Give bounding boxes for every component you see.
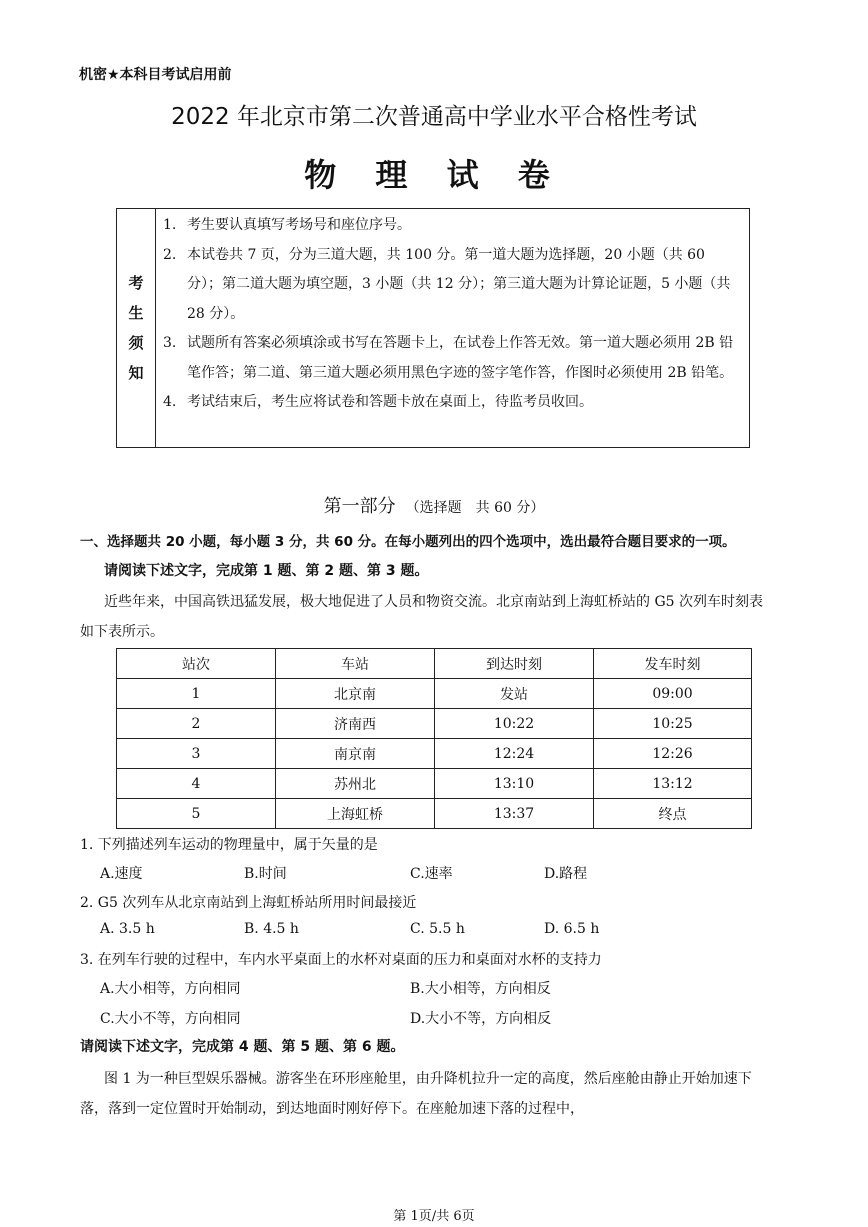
- table-cell: 4: [117, 769, 276, 799]
- question-3-stem: 3. 在列车行驶的过程中，车内水平桌面上的水杯对桌面的压力和桌面对水杯的支持力: [80, 952, 602, 968]
- table-cell: 3: [117, 739, 276, 769]
- confidential-label: 机密★本科目考试启用前: [79, 67, 232, 83]
- question-3-option-d: D.大小不等，方向相反: [410, 1011, 552, 1027]
- notice-item-text: 试题所有答案必须填涂或书写在答题卡上，在试卷上作答无效。第一道大题必须用 2B 铅笔作答；第二道、第三道大题必须用黑色字迹的签字笔作答，作图时必须使用 2B 铅笔。: [187, 335, 734, 381]
- page-footer: 第 1页/共 6页: [393, 1209, 475, 1224]
- notice-label-char: 考: [128, 274, 144, 292]
- question-1-option-d: D.路程: [544, 866, 588, 882]
- table-cell: 北京南: [276, 679, 435, 709]
- reading-instruction: 请阅读下述文字，完成第 1 题、第 2 题、第 3 题。: [104, 563, 429, 579]
- table-cell: 上海虹桥: [276, 799, 435, 829]
- question-1-option-c: C.速率: [410, 866, 453, 882]
- question-3-option-a: A.大小相等，方向相同: [100, 981, 241, 997]
- notice-items: [163, 211, 743, 418]
- notice-label-char: 须: [128, 334, 144, 352]
- question-1-option-a: A.速度: [100, 866, 143, 882]
- table-cell: 10:25: [594, 709, 752, 739]
- passage: 近些年来，中国高铁迅猛发展，极大地促进了人员和物资交流。北京南站到上海虹桥站的 G5 次列车时刻表如下表所示。: [80, 594, 763, 640]
- table-cell: 09:00: [594, 679, 752, 709]
- question-3-option-b: B.大小相等，方向相反: [410, 981, 551, 997]
- notice-item-number: 2.: [163, 246, 177, 263]
- part-heading: [0, 492, 868, 518]
- table-cell: 济南西: [276, 709, 435, 739]
- table-cell: 12:24: [435, 739, 594, 769]
- section-heading: 一、选择题共 20 小题，每小题 3 分，共 60 分。在每小题列出的四个选项中，选出最符合题目要求的一项。: [80, 534, 736, 550]
- exam-title: 2022 年北京市第二次普通高中学业水平合格性考试: [171, 104, 697, 130]
- candidate-notice-box: [116, 208, 750, 448]
- table-cell: 13:12: [594, 769, 752, 799]
- table-header: 车站: [276, 649, 435, 679]
- notice-item-text: 本试卷共 7 页，分为三道大题，共 100 分。第一道大题为选择题，20 小题（共 60 分）；第二道大题为填空题，3 小题（共 12 分）；第三道大题为计算论证题，5 小题（共 28 分）。: [187, 246, 731, 322]
- table-cell: 1: [117, 679, 276, 709]
- part-title: 第一部分: [323, 496, 396, 517]
- notice-item: [163, 211, 743, 241]
- table-cell: 终点: [594, 799, 752, 829]
- question-1-option-b: B.时间: [244, 866, 287, 882]
- table-cell: 苏州北: [276, 769, 435, 799]
- table-cell: 12:26: [594, 739, 752, 769]
- question-3-option-c: C.大小不等，方向相同: [100, 1011, 241, 1027]
- notice-label-char: 生: [128, 304, 144, 322]
- notice-label: [117, 209, 156, 447]
- notice-item-number: 3.: [163, 335, 177, 351]
- question-2-option-a: A. 3.5 h: [100, 921, 155, 937]
- table-row: [117, 709, 752, 739]
- table-cell: 南京南: [276, 739, 435, 769]
- table-cell: 5: [117, 799, 276, 829]
- notice-item-text: 考生要认真填写考场号和座位序号。: [187, 217, 411, 233]
- table-header-row: [117, 649, 752, 679]
- notice-item-number: 1.: [163, 217, 177, 233]
- exam-subject: 物 理 试 卷: [304, 156, 564, 194]
- train-timetable: [116, 648, 752, 829]
- reading-instruction-2: 请阅读下述文字，完成第 4 题、第 5 题、第 6 题。: [80, 1039, 405, 1055]
- question-2-option-b: B. 4.5 h: [244, 921, 299, 937]
- table-row: [117, 799, 752, 829]
- part-subtitle: （选择题 共 60 分）: [405, 500, 545, 516]
- question-2-stem: 2. G5 次列车从北京南站到上海虹桥站所用时间最接近: [80, 895, 417, 911]
- notice-item-number: 4.: [163, 394, 177, 410]
- table-row: [117, 739, 752, 769]
- passage-2: 图 1 为一种巨型娱乐器械。游客坐在环形座舱里，由升降机拉升一定的高度，然后座舱由静止开始加速下落，落到一定位置时开始制动，到达地面时刚好停下。在座舱加速下落的过程中，: [80, 1071, 752, 1117]
- notice-item: [163, 329, 743, 388]
- table-cell: 13:10: [435, 769, 594, 799]
- notice-item: [163, 388, 743, 418]
- table-header: 站次: [117, 649, 276, 679]
- table-row: [117, 769, 752, 799]
- notice-item: [163, 241, 743, 330]
- question-1-stem: 1. 下列描述列车运动的物理量中，属于矢量的是: [80, 837, 378, 853]
- notice-item-text: 考试结束后，考生应将试卷和答题卡放在桌面上，待监考员收回。: [187, 394, 593, 410]
- table-header: 发车时刻: [594, 649, 752, 679]
- question-2-option-d: D. 6.5 h: [544, 921, 600, 937]
- table-header: 到达时刻: [435, 649, 594, 679]
- table-cell: 发站: [435, 679, 594, 709]
- table-cell: 10:22: [435, 709, 594, 739]
- table-row: [117, 679, 752, 709]
- table-cell: 13:37: [435, 799, 594, 829]
- question-2-option-c: C. 5.5 h: [410, 921, 465, 937]
- table-cell: 2: [117, 709, 276, 739]
- notice-label-char: 知: [128, 364, 144, 382]
